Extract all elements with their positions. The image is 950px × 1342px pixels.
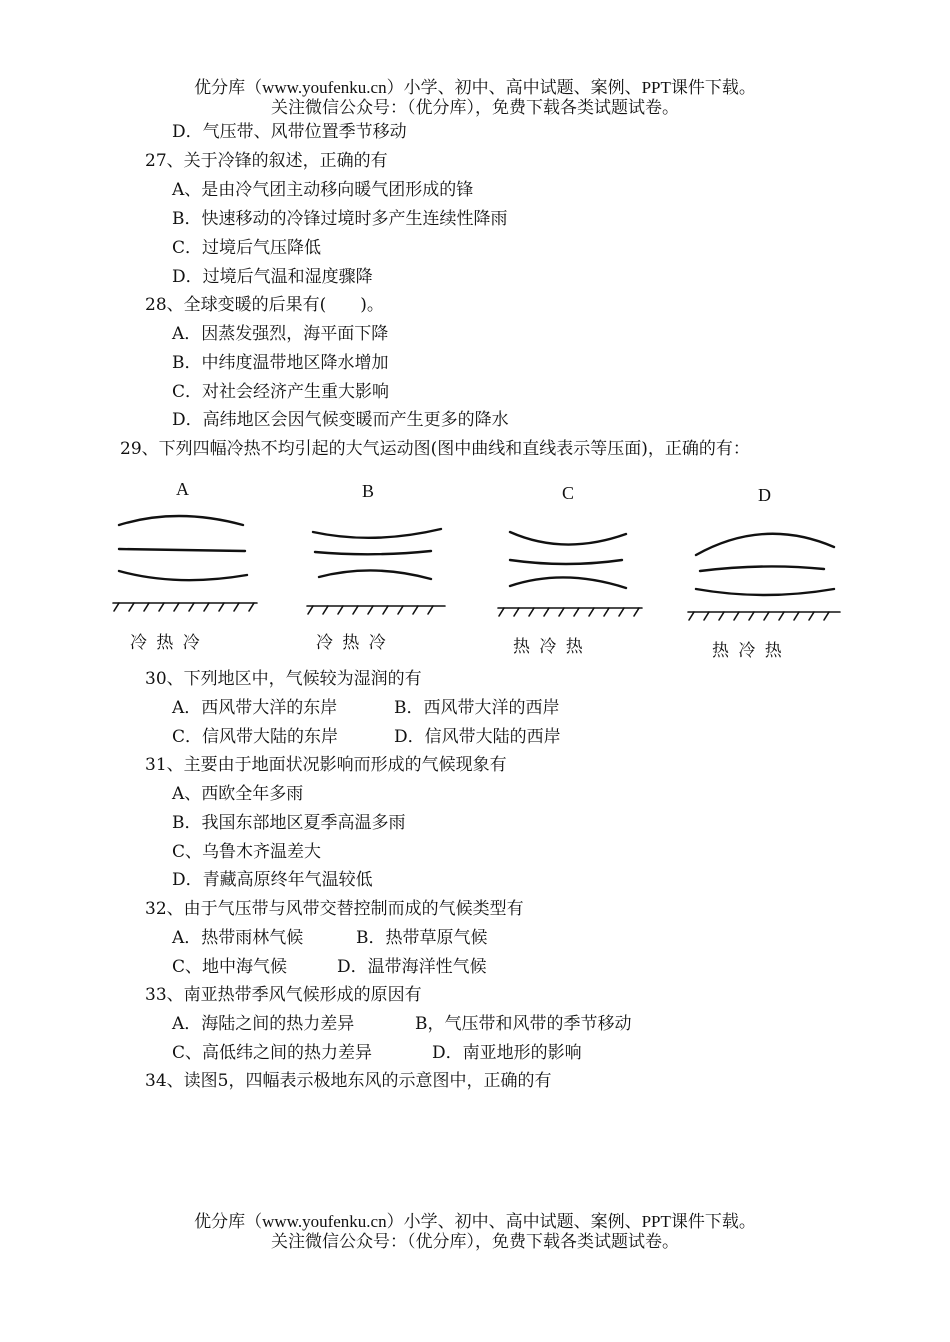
q30-options-row-2 — [172, 726, 561, 748]
figure-d-isobar-bottom — [696, 589, 834, 595]
figure-a-isobar-bottom — [119, 571, 247, 580]
figure-d-isobar-middle — [700, 566, 824, 571]
figure-b-isobar-top — [313, 529, 441, 538]
q30-options-row-1 — [172, 697, 560, 719]
q27-option-b: B．快速移动的冷锋过境时多产生连续性降雨 — [172, 209, 508, 229]
q28-option-a: A．因蒸发强烈，海平面下降 — [172, 324, 389, 344]
q33-stem: 33、南亚热带季风气候形成的原因有 — [145, 985, 422, 1005]
figure-c-label: C — [562, 483, 575, 503]
page-footer — [0, 1212, 950, 1252]
figure-a-foot: 冷 热 冷 — [130, 633, 202, 653]
header-line-1: 优分库（www.youfenku.cn）小学、初中、高中试题、案例、PPT课件下载。 — [194, 78, 756, 97]
figure-a-isobar-middle — [119, 549, 245, 551]
q30-option-b: B．西风带大洋的西岸 — [394, 698, 560, 718]
figure-a-ground — [113, 603, 257, 611]
q33-options-row-2 — [172, 1042, 582, 1064]
figure-c-isobar-middle — [510, 560, 622, 564]
q33-options-row-1 — [172, 1013, 632, 1035]
figure-b-diagram — [303, 505, 453, 620]
q27-stem: 27、关于冷锋的叙述，正确的有 — [145, 151, 388, 171]
q28-option-d: D．高纬地区会因气候变暖而产生更多的降水 — [172, 410, 509, 430]
figure-b-label: B — [362, 481, 375, 501]
figure-d-isobar-top — [696, 534, 834, 555]
figure-b-ground — [307, 606, 445, 614]
figure-c-diagram — [494, 510, 649, 625]
q33-option-d: D．南亚地形的影响 — [432, 1043, 582, 1063]
q31-option-b: B．我国东部地区夏季高温多雨 — [172, 813, 406, 833]
figure-d-foot: 热 冷 热 — [712, 641, 784, 661]
figure-c-foot: 热 冷 热 — [513, 637, 585, 657]
q29-stem: 29、下列四幅冷热不均引起的大气运动图(图中曲线和直线表示等压面)，正确的有： — [120, 439, 750, 459]
figure-c-isobar-bottom — [510, 577, 626, 588]
q32-option-c: C、地中海气候 — [172, 957, 288, 977]
q32-option-a: A．热带雨林气候 — [172, 928, 304, 948]
page-header — [0, 78, 950, 118]
q27-option-c: C．过境后气压降低 — [172, 238, 322, 258]
figure-d-label: D — [758, 485, 771, 505]
q31-stem: 31、主要由于地面状况影响而形成的气候现象有 — [145, 755, 507, 775]
q31-option-c: C、乌鲁木齐温差大 — [172, 842, 322, 862]
q30-stem: 30、下列地区中，气候较为湿润的有 — [145, 669, 422, 689]
q33-option-a: A．海陆之间的热力差异 — [172, 1014, 355, 1034]
figure-b-isobar-bottom — [319, 570, 431, 579]
q27-option-a: A、是由冷气团主动移向暖气团形成的锋 — [172, 180, 474, 200]
figure-b-foot: 冷 热 冷 — [316, 633, 388, 653]
q27-option-d: D．过境后气温和湿度骤降 — [172, 267, 373, 287]
q30-option-a: A．西风带大洋的东岸 — [172, 698, 338, 718]
figure-a-label: A — [176, 479, 189, 499]
header-line-2: 关注微信公众号：（优分库），免费下载各类试题试卷。 — [271, 98, 679, 117]
q31-option-a: A、西欧全年多雨 — [172, 784, 304, 804]
q34-stem: 34、读图5，四幅表示极地东风的示意图中，正确的有 — [145, 1071, 552, 1091]
q28-option-b: B．中纬度温带地区降水增加 — [172, 353, 389, 373]
figure-d-ground — [688, 612, 840, 620]
q33-option-b: B，气压带和风带的季节移动 — [415, 1014, 632, 1034]
figure-b-isobar-middle — [315, 551, 431, 554]
figure-a-diagram — [105, 505, 265, 620]
q28-option-c: C．对社会经济产生重大影响 — [172, 382, 390, 402]
q30-option-c: C．信风带大陆的东岸 — [172, 727, 339, 747]
footer-line-2: 关注微信公众号：（优分库），免费下载各类试题试卷。 — [271, 1232, 679, 1251]
q26-option-d: D．气压带、风带位置季节移动 — [172, 122, 407, 142]
footer-line-1: 优分库（www.youfenku.cn）小学、初中、高中试题、案例、PPT课件下载。 — [194, 1212, 756, 1231]
q32-options-row-2 — [172, 956, 487, 978]
q31-option-d: D．青藏高原终年气温较低 — [172, 870, 373, 890]
q32-option-d: D．温带海洋性气候 — [337, 957, 487, 977]
q32-options-row-1 — [172, 927, 488, 949]
figure-c-isobar-top — [510, 532, 626, 545]
q28-stem: 28、全球变暖的后果有( )。 — [145, 295, 384, 315]
q32-option-b: B．热带草原气候 — [356, 928, 488, 948]
figure-a-isobar-top — [119, 516, 243, 525]
q30-option-d: D．信风带大陆的西岸 — [394, 727, 561, 747]
q32-stem: 32、由于气压带与风带交替控制而成的气候类型有 — [145, 899, 524, 919]
figure-c-ground — [498, 608, 642, 616]
q33-option-c: C、高低纬之间的热力差异 — [172, 1043, 373, 1063]
figure-d-diagram — [684, 515, 849, 630]
